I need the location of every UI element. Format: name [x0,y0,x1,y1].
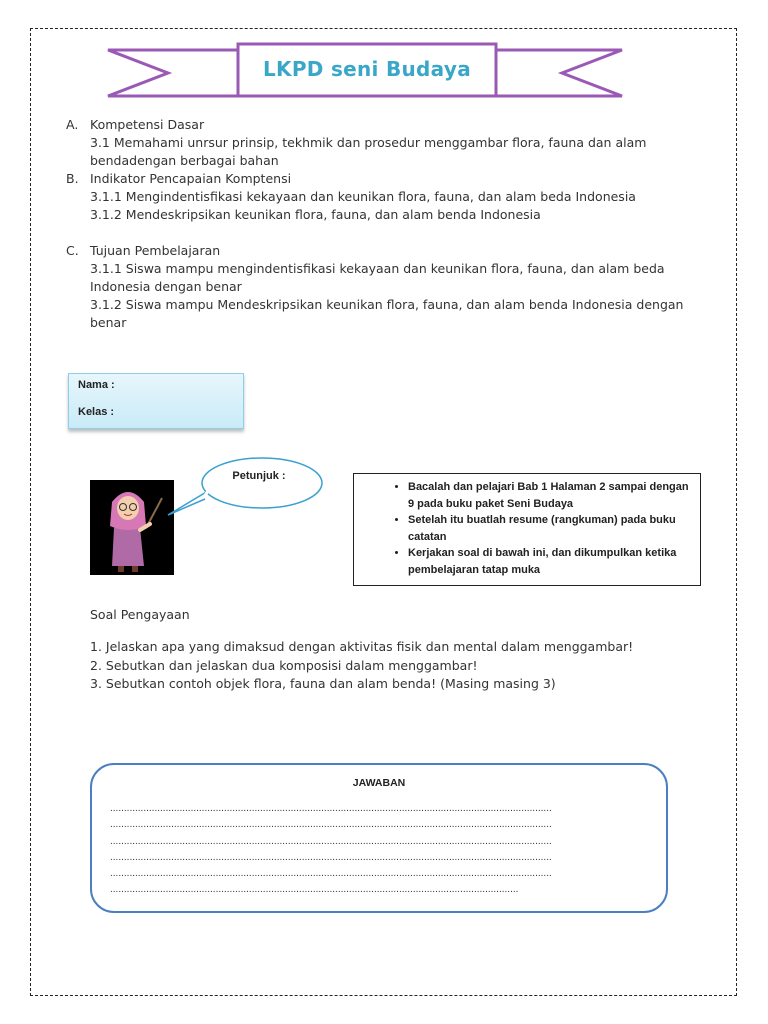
section-item: 3.1.2 Mendeskripsikan keunikan flora, fauna, dan alam benda Indonesia [90,207,541,222]
section-item: 3.1 Memahami unrsur prinsip, tekhmik dan prosedur menggambar flora, fauna dan alam bendadengan berbagai bahan [90,135,647,168]
section-item: 3.1.1 Mengindentisfikasi kekayaan dan keunikan flora, fauna, dan alam beda Indonesia [90,189,636,204]
answer-line[interactable]: ............................................................................................................................................................... [110,868,552,880]
class-field-label: Kelas : [78,406,115,418]
name-field-label: Nama : [78,379,115,391]
section-heading: Kompetensi Dasar [90,117,205,132]
section-item: 3.1.2 Siswa mampu Mendeskripsikan keunikan flora, fauna, dan alam benda Indonesia dengan benar [90,297,684,330]
answer-box [90,763,668,913]
answer-line[interactable]: ............................................................................................................................................................... [110,835,552,847]
instruction-item: • Setelah itu buatlah resume (rangkuman) pada buku catatan [408,512,690,545]
answer-line[interactable]: ............................................................................................................................................................... [110,851,552,863]
section-item: 3.1.1 Siswa mampu mengindentisfikasi kekayaan dan keunikan flora, fauna, dan alam beda Indonesia dengan benar [90,261,665,294]
section-heading: Tujuan Pembelajaran [90,243,221,258]
instruction-item: • Kerjakan soal di bawah ini, dan dikumpulkan ketika pembelajaran tatap muka [408,545,690,578]
instruction-item: • Bacalah dan pelajari Bab 1 Halaman 2 sampai dengan 9 pada buku paket Seni Budaya [408,479,690,512]
answer-title: JAWABAN [352,777,406,789]
question-item: 1. Jelaskan apa yang dimaksud dengan aktivitas fisik dan mental dalam menggambar! [90,639,634,654]
enrichment-questions [90,638,710,694]
student-info-box [68,373,244,429]
section-heading: Indikator Pencapaian Komptensi [90,171,292,186]
answer-line[interactable]: ............................................................................................................................................................... [110,819,552,831]
question-item: 3. Sebutkan contoh objek flora, fauna dan alam benda! (Masing masing 3) [90,676,556,691]
answer-lines[interactable] [110,801,650,899]
speech-bubble [160,455,324,521]
enrichment-title: Soal Pengayaan [90,607,190,622]
section-b: B. Indikator Pencapaian Komptensi [66,171,292,186]
instruction-box [353,473,701,586]
petunjuk-label: Petunjuk : [232,470,286,482]
page-title: LKPD seni Budaya [262,57,471,81]
question-item: 2. Sebutkan dan jelaskan dua komposisi dalam menggambar! [90,657,478,673]
section-c: C. Tujuan Pembelajaran [66,243,221,258]
answer-line[interactable]: ............................................................................................................................................................... [110,803,552,814]
learning-objectives [66,116,686,332]
answer-line[interactable]: ................................................................................................................................................... [110,884,519,896]
section-a: A. Kompetensi Dasar [66,117,205,132]
